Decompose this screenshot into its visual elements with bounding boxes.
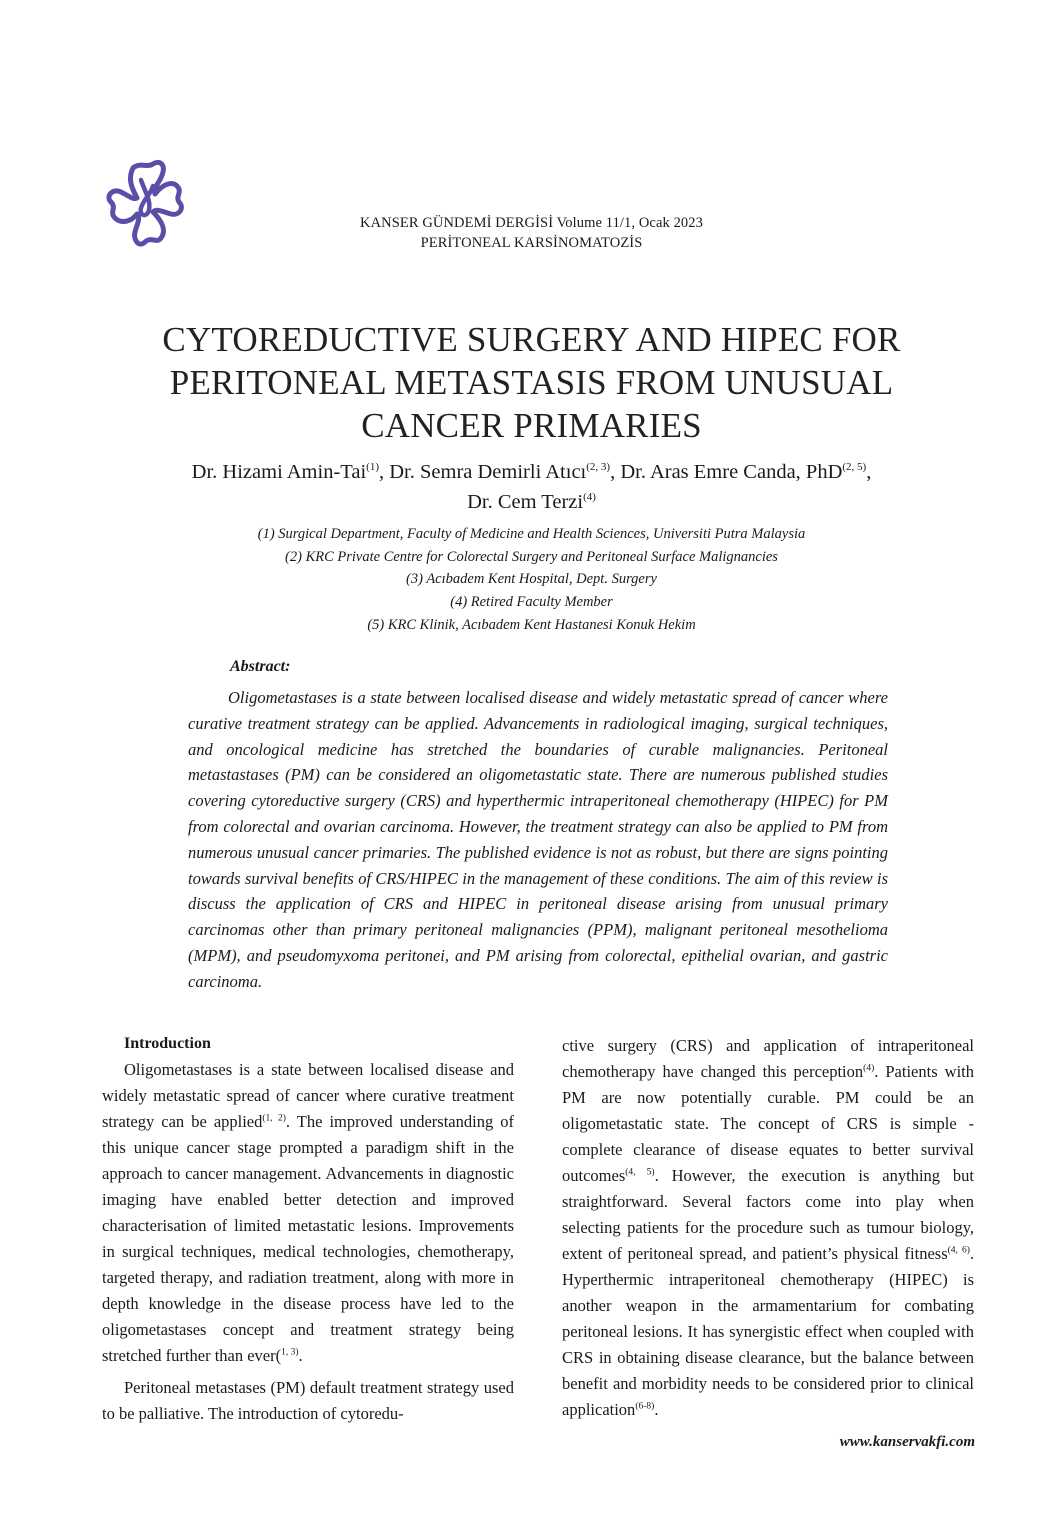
abstract-paragraph: Oligometastases is a state between localised disease and widely metastatic spread of cancer where curative treatment strategy can be applied. Advancements in radiological imaging, surgical techniques, and oncological medicine has stretched the boundaries of curable malignancies. Peritoneal metastastases (PM) can be considered an oligometastatic state. There are numerous published studies covering cytoreductive surgery (CRS) and hyperthermic intraperitoneal chemotherapy (HIPEC) for PM from colorectal and ovarian carcinoma. However, the treatment strategy can also be applied to PM from numerous unusual cancer primaries. The published evidence is not as robust, but there are signs pointing towards survival benefits of CRS/HIPEC in the management of these conditions. The aim of this review is discuss the application of CRS and HIPEC in peritoneal disease arising from unusual primary carcinomas other than primary peritoneal malignancies (PPM), malignant peritoneal mesothelioma (MPM), and pseudomyxoma peritonei, and PM arising from colorectal, epithelial ovarian, and gastric carcinoma. [188, 688, 888, 991]
abstract-body [188, 685, 888, 995]
paragraph-text: . However, the execution is anything but straightforward. Several factors come into play when selecting patients for the procedure such as tumour biology, extent of peritoneal spread, and patient’s physical fitness [562, 1166, 974, 1263]
affiliation-item: (5) KRC Klinik, Acıbadem Kent Hastanesi Konuk Hekim [367, 616, 696, 633]
abstract-heading: Abstract: [230, 658, 291, 675]
author-affiliation-ref: (2, 3) [586, 461, 611, 474]
paragraph-text: Oligometastases is a state between localised disease and widely metastatic spread of cancer where curative treatment strategy can be applied [102, 1060, 514, 1131]
author-affiliation-ref: (4) [583, 491, 596, 504]
journal-name-line: KANSER GÜNDEMİ DERGİSİ Volume 11/1, Ocak 2023 [360, 215, 703, 231]
author-affiliation-ref: (1) [366, 461, 379, 474]
citation-ref: (4, 6) [947, 1245, 970, 1256]
affiliation-item: (1) Surgical Department, Faculty of Medicine and Health Sciences, Universiti Putra Malaysia [257, 526, 806, 542]
body-column-left [102, 1033, 514, 1427]
author-name: Dr. Hizami Amin-Tai [191, 461, 367, 483]
body-paragraph: Peritoneal metastases (PM) default treatment strategy used to be palliative. The introduction of cytoredu- [102, 1378, 514, 1423]
title-line: CANCER PRIMARIES [361, 406, 702, 445]
body-column-right [562, 1033, 974, 1423]
paragraph-text: . The improved understanding of this unique cancer stage prompted a paradigm shift in the approach to cancer management. Advancements in diagnostic imaging have enabled better detection and improved characterisation of limited metastatic lesions. Improvements in surgical techniques, medical technologies, chemotherapy, targeted therapy, and radiation treatment, along with more in depth knowledge in the disease process have led to the oligometastases concept and treatment strategy being stretched further than ever( [102, 1112, 514, 1365]
title-line: CYTOREDUCTIVE SURGERY AND HIPEC FOR [162, 320, 901, 359]
paragraph-text: . Hyperthermic intraperitoneal chemotherapy (HIPEC) is another weapon in the armamentarium for combating peritoneal lesions. It has synergistic effect when coupled with CRS in obtaining disease clearance, but the balance between benefit and morbidity needs to be considered prior to clinical application [562, 1244, 975, 1419]
affiliation-item: (4) Retired Faculty Member [450, 594, 613, 611]
section-heading-introduction: Introduction [124, 1035, 211, 1052]
section-line: PERİTONEAL KARSİNOMATOZİS [420, 235, 643, 251]
paragraph-text: . Patients with PM are now potentially curable. PM could be an oligometastatic state. The concept of CRS is simple - complete clearance of disease equates to better survival outcomes [562, 1062, 974, 1185]
citation-ref: (1, 2) [262, 1113, 286, 1124]
paragraph-text: ctive surgery (CRS) and application of intraperitoneal chemotherapy have changed this perception [562, 1036, 974, 1081]
body-paragraph [102, 1057, 514, 1369]
title-line: PERITONEAL METASTASIS FROM UNUSUAL [169, 363, 894, 402]
article-title [0, 318, 1063, 447]
author-list [0, 457, 1063, 517]
author-separator: , [379, 461, 390, 483]
author-separator: , [866, 461, 872, 483]
paragraph-text: . [654, 1400, 659, 1419]
author-affiliation-ref: (2, 5) [842, 461, 867, 474]
affiliation-item: (2) KRC Private Centre for Colorectal Surgery and Peritoneal Surface Malignancies [285, 548, 778, 565]
paragraph-text: . [298, 1346, 303, 1365]
citation-ref: (6-8) [635, 1401, 655, 1412]
logo-ribbon [141, 180, 153, 215]
author-name: Dr. Aras Emre Canda, PhD [620, 461, 843, 483]
author-separator: , [610, 461, 621, 483]
journal-header [0, 213, 1063, 253]
affiliation-item: (3) Acıbadem Kent Hospital, Dept. Surgery [406, 571, 657, 588]
footer-website-link[interactable]: www.kanservakfi.com [839, 1434, 975, 1450]
citation-ref: 1, 3) [281, 1347, 299, 1358]
citation-ref: (4, 5) [625, 1167, 655, 1178]
body-paragraph-continued [562, 1033, 974, 1423]
affiliation-list [0, 523, 1063, 637]
author-name: Dr. Semra Demirli Atıcı [389, 461, 587, 483]
author-name: Dr. Cem Terzi [467, 491, 584, 513]
citation-ref: (4) [863, 1063, 875, 1074]
